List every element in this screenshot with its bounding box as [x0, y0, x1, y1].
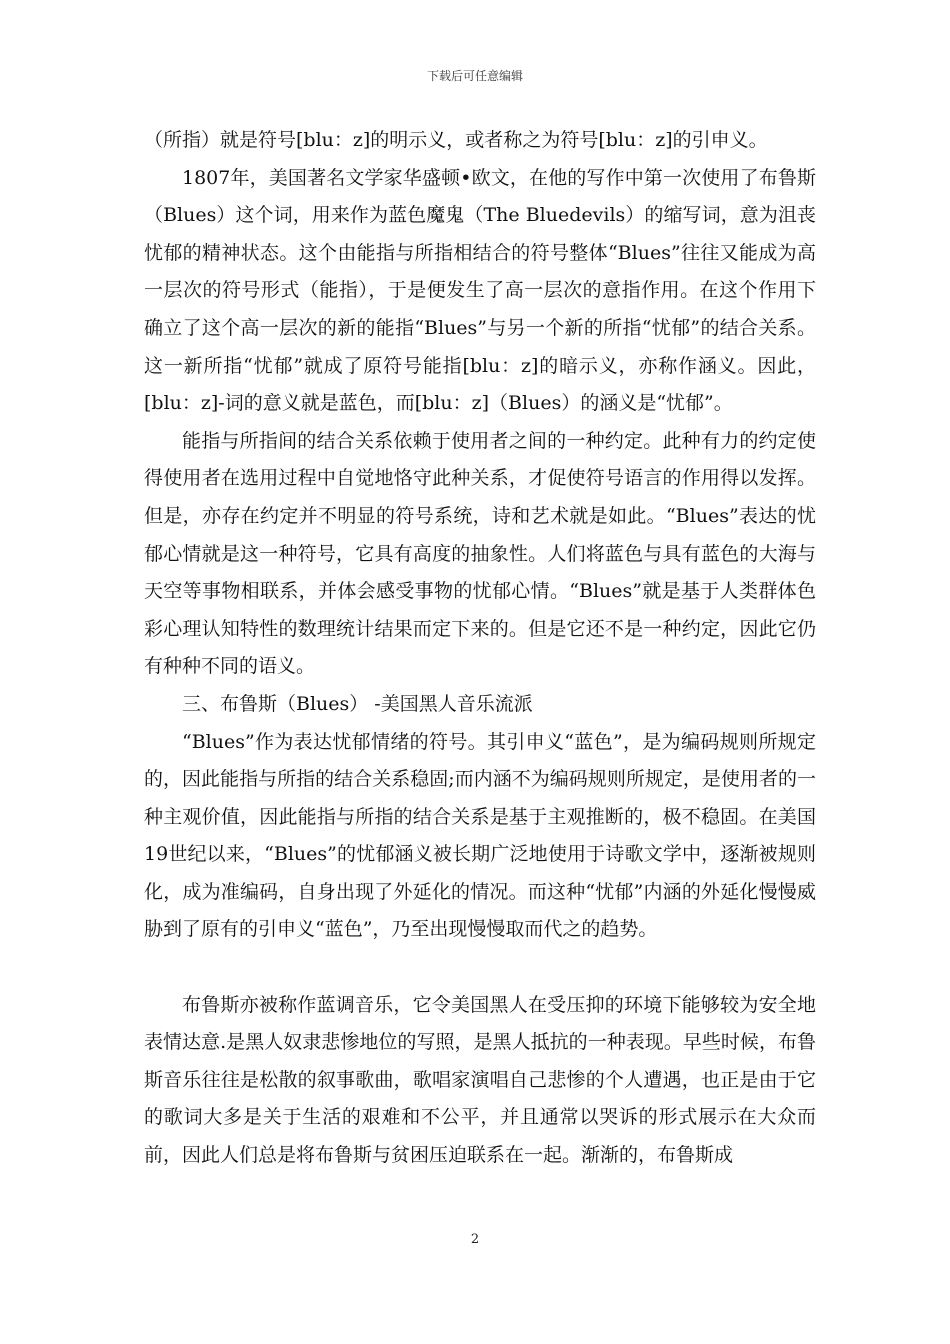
paragraph-spacer — [144, 949, 816, 987]
page-header: 下载后可任意编辑 — [426, 69, 523, 83]
paragraph-irving-blues-origin: 1807年，美国著名文学家华盛顿•欧文，在他的写作中第一次使用了布鲁斯（Blues）这个词，用来作为蓝色魔鬼（The Bluedevils）的缩写词，意为沮丧忧郁的精神状态。这个由能指与所指相结合的符号整体“Blues”往往又能成为高一层次的符号形式（能指），于是便发生了高一层次的意指作用。在这个作用下确立了这个高一层次的新的能指“Blues”与另一个新的所指“忧郁”的结合关系。这一新所指“忧郁”就成了原符号能指[blu：z]的暗示义，亦称作涵义。因此，[blu：z]-词的意义就是蓝色，而[blu：z]（Blues）的涵义是“忧郁”。 — [144, 166, 816, 415]
document-body — [144, 122, 816, 1175]
paragraph-continuation: （所指）就是符号[blu：z]的明示义，或者称之为符号[blu：z]的引申义。 — [144, 129, 768, 151]
paragraph-blues-symbol: “Blues”作为表达忧郁情绪的符号。其引申义“蓝色”，是为编码规则所规定的，因此能指与所指的结合关系稳固;而内涵不为编码规则所规定，是使用者的一种主观价值，因此能指与所指的结合关系是基于主观推断的，极不稳固。在美国19世纪以来，“Blues”的忧郁涵义被长期广泛地使用于诗歌文学中，逐渐被规则化，成为准编码，自身出现了外延化的情况。而这种“忧郁”内涵的外延化慢慢威胁到了原有的引申义“蓝色”，乃至出现慢慢取而代之的趋势。 — [144, 730, 816, 941]
paragraph-signifier-convention: 能指与所指间的结合关系依赖于使用者之间的一种约定。此种有力的约定使得使用者在选用过程中自觉地恪守此种关系，才促使符号语言的作用得以发挥。但是，亦存在约定并不明显的符号系统，诗和艺术就是如此。“Blues”表达的忧郁心情就是这一种符号，它具有高度的抽象性。人们将蓝色与具有蓝色的大海与天空等事物相联系，并体会感受事物的忧郁心情。“Blues”就是基于人类群体色彩心理认知特性的数理统计结果而定下来的。但是它还不是一种约定，因此它仍有种种不同的语义。 — [144, 429, 816, 678]
section-heading-blues-music: 三、布鲁斯（Blues） -美国黑人音乐流派 — [182, 692, 533, 715]
page-number: 2 — [470, 1232, 480, 1247]
paragraph-blues-music-history: 布鲁斯亦被称作蓝调音乐，它令美国黑人在受压抑的环境下能够较为安全地表情达意.是黑人奴隶悲惨地位的写照，是黑人抵抗的一种表现。早些时候，布鲁斯音乐往往是松散的叙事歌曲，歌唱家演唱自己悲惨的个人遭遇，也正是由于它的歌词大多是关于生活的艰难和不公平，并且通常以哭诉的形式展示在大众而前，因此人们总是将布鲁斯与贫困压迫联系在一起。渐渐的，布鲁斯成 — [144, 993, 816, 1167]
